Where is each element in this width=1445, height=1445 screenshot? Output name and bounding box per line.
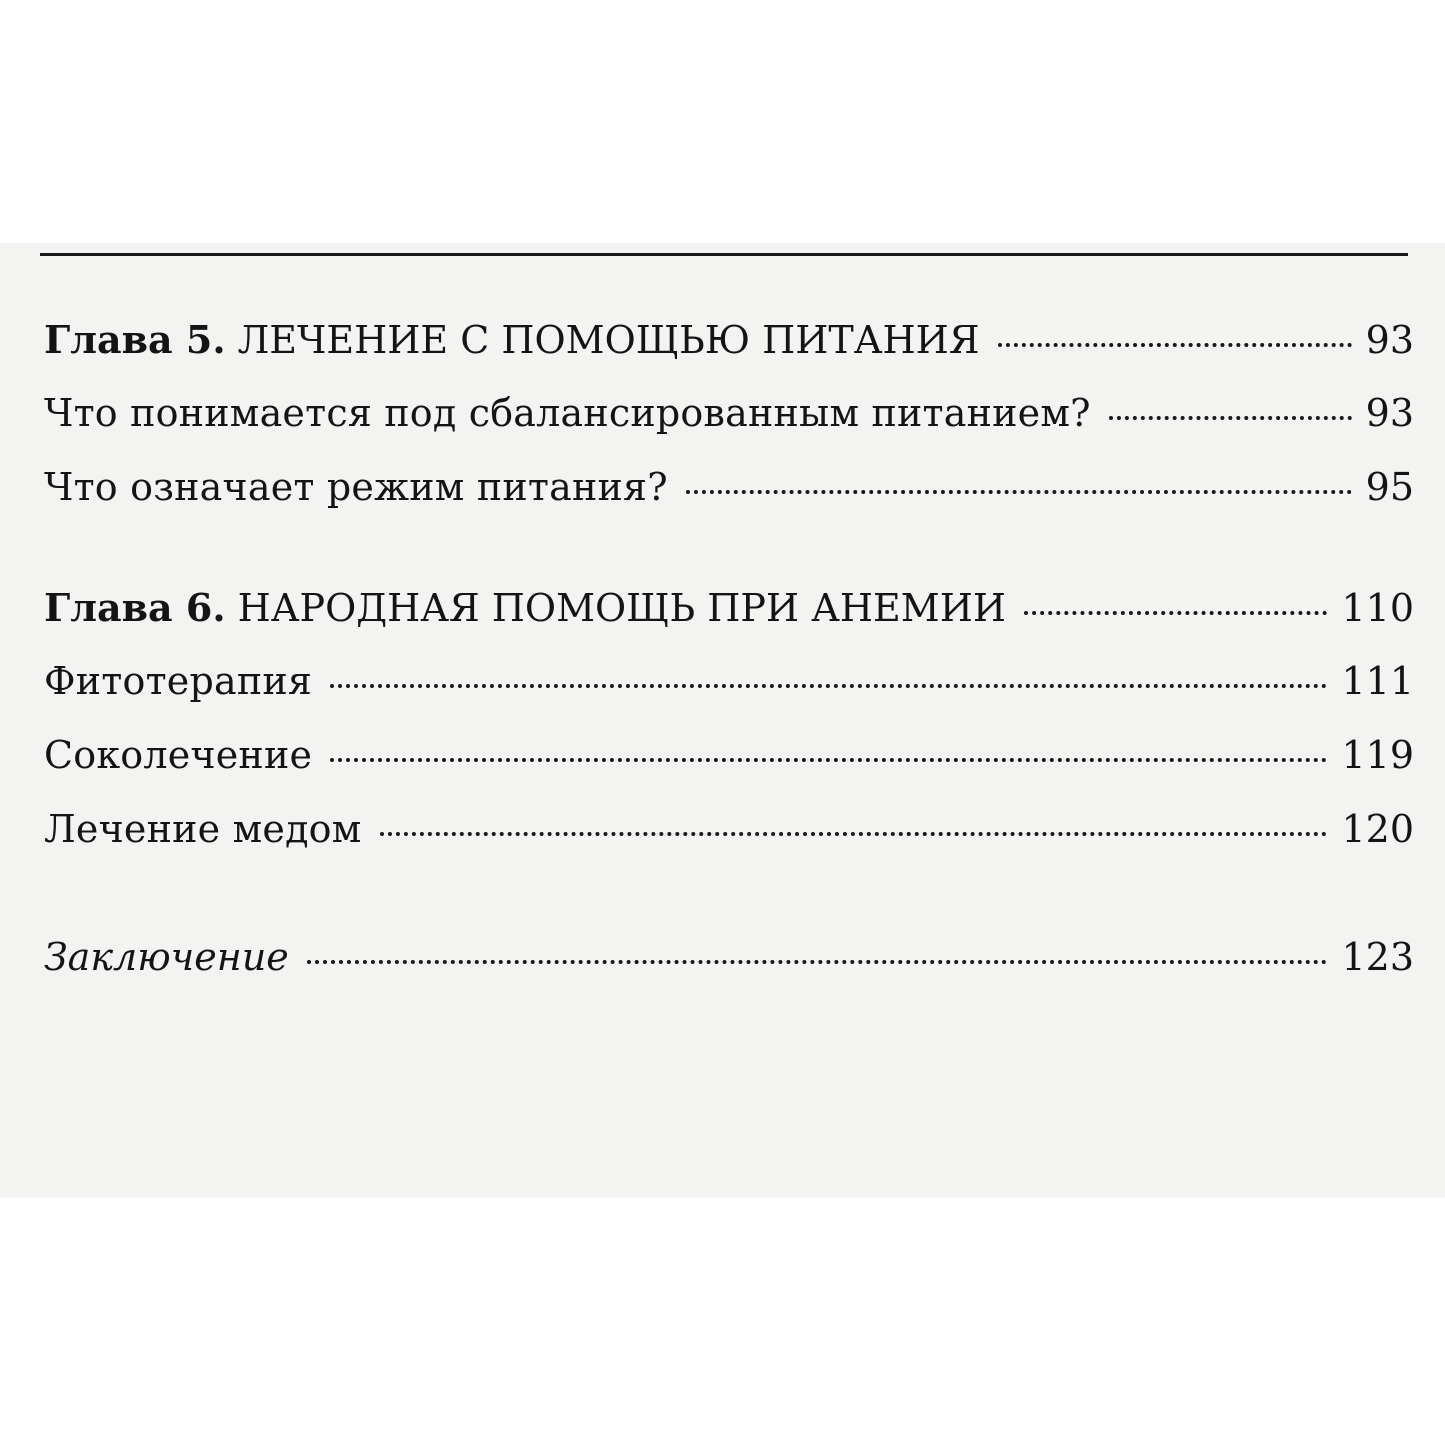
page-number: 111 — [1341, 659, 1414, 703]
dot-leader — [330, 684, 1327, 688]
top-rule — [40, 253, 1408, 256]
page-number: 110 — [1341, 586, 1414, 630]
dot-leader — [998, 343, 1352, 347]
dot-leader — [1109, 416, 1352, 420]
dot-leader — [1024, 611, 1328, 615]
toc-entry-diet-regime — [44, 465, 1414, 517]
book-page — [0, 243, 1445, 1198]
chapter-title: НАРОДНАЯ ПОМОЩЬ ПРИ АНЕМИИ — [237, 586, 1006, 630]
page-number: 123 — [1341, 935, 1414, 979]
toc-entry-chapter-5 — [44, 317, 1414, 369]
page-number: 93 — [1365, 318, 1414, 362]
page-number: 95 — [1365, 465, 1414, 509]
dot-leader — [330, 758, 1327, 762]
toc-entry-conclusion — [44, 935, 1414, 987]
section-title: Соколечение — [44, 733, 313, 777]
page-number: 120 — [1341, 807, 1414, 851]
dot-leader — [380, 832, 1328, 836]
chapter-title: ЛЕЧЕНИЕ С ПОМОЩЬЮ ПИТАНИЯ — [237, 318, 980, 362]
toc-entry-balanced-nutrition — [44, 391, 1414, 443]
toc-entry-phytotherapy — [44, 659, 1414, 711]
dot-leader — [307, 960, 1328, 964]
toc-entry-chapter-6 — [44, 585, 1414, 637]
section-title: Фитотерапия — [44, 659, 313, 703]
section-title: Лечение медом — [44, 807, 362, 851]
toc-entry-honey-therapy — [44, 807, 1414, 859]
section-title: Что означает режим питания? — [44, 465, 668, 509]
chapter-number: Глава 5. — [44, 317, 226, 362]
dot-leader — [686, 490, 1352, 494]
page-number: 93 — [1365, 391, 1414, 435]
conclusion-title: Заключение — [44, 935, 289, 979]
chapter-number: Глава 6. — [44, 585, 226, 630]
page-number: 119 — [1341, 733, 1414, 777]
section-title: Что понимается под сбалансированным питанием? — [44, 391, 1091, 435]
toc-entry-juice-therapy — [44, 733, 1414, 785]
